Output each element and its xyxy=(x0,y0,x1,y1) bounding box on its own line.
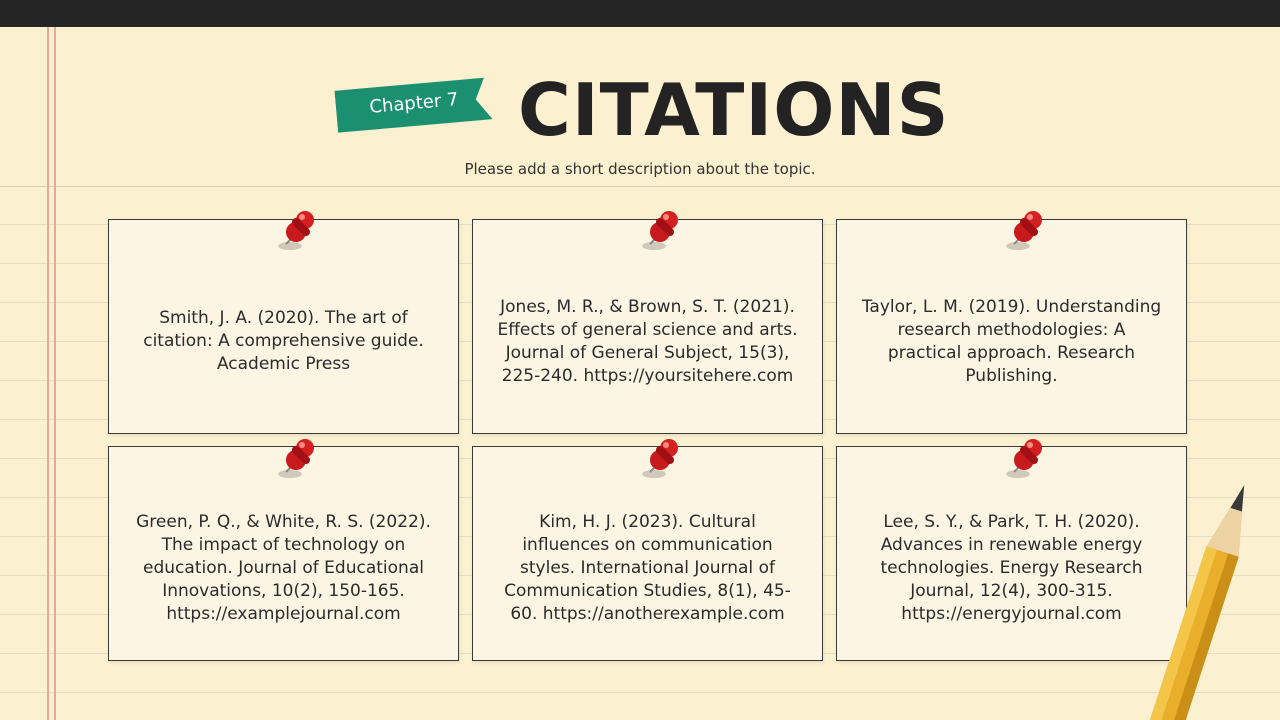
pushpin-icon xyxy=(272,436,322,482)
top-bar xyxy=(0,0,1280,27)
citation-text: Lee, S. Y., & Park, T. H. (2020). Advances in renewable energy technologies. Energy Research Journal, 12(4), 300-315. https://energyjournal.com xyxy=(880,512,1143,624)
page-title: CITATIONS xyxy=(518,68,950,152)
citation-text: Green, P. Q., & White, R. S. (2022). The impact of technology on education. Journal of Educational Innovations, 10(2), 150-165. https://examplejournal.com xyxy=(136,512,431,624)
pushpin-icon xyxy=(636,208,686,254)
citation-text: Taylor, L. M. (2019). Understanding research methodologies: A practical approach. Research Publishing. xyxy=(861,296,1162,386)
chapter-label: Chapter 7 xyxy=(368,89,460,118)
margin-line-outer xyxy=(47,27,49,720)
pencil-icon xyxy=(1140,470,1250,720)
page-subtitle: Please add a short description about the topic. xyxy=(464,160,816,178)
citation-text: Smith, J. A. (2020). The art of citation: A comprehensive guide. Academic Press xyxy=(143,308,424,374)
pushpin-icon xyxy=(272,208,322,254)
header-rule xyxy=(0,186,1280,187)
pushpin-icon xyxy=(1000,208,1050,254)
margin-line-inner xyxy=(54,27,56,720)
citation-text: Kim, H. J. (2023). Cultural influences on communication styles. International Journal of Communication Studies, 8(1), 45-60. https://anotherexample.com xyxy=(504,512,791,624)
pushpin-icon xyxy=(1000,436,1050,482)
pushpin-icon xyxy=(636,436,686,482)
citation-text: Jones, M. R., & Brown, S. T. (2021). Effects of general science and arts. Journal of General Subject, 15(3), 225-240. https://yoursitehere.com xyxy=(497,296,798,386)
